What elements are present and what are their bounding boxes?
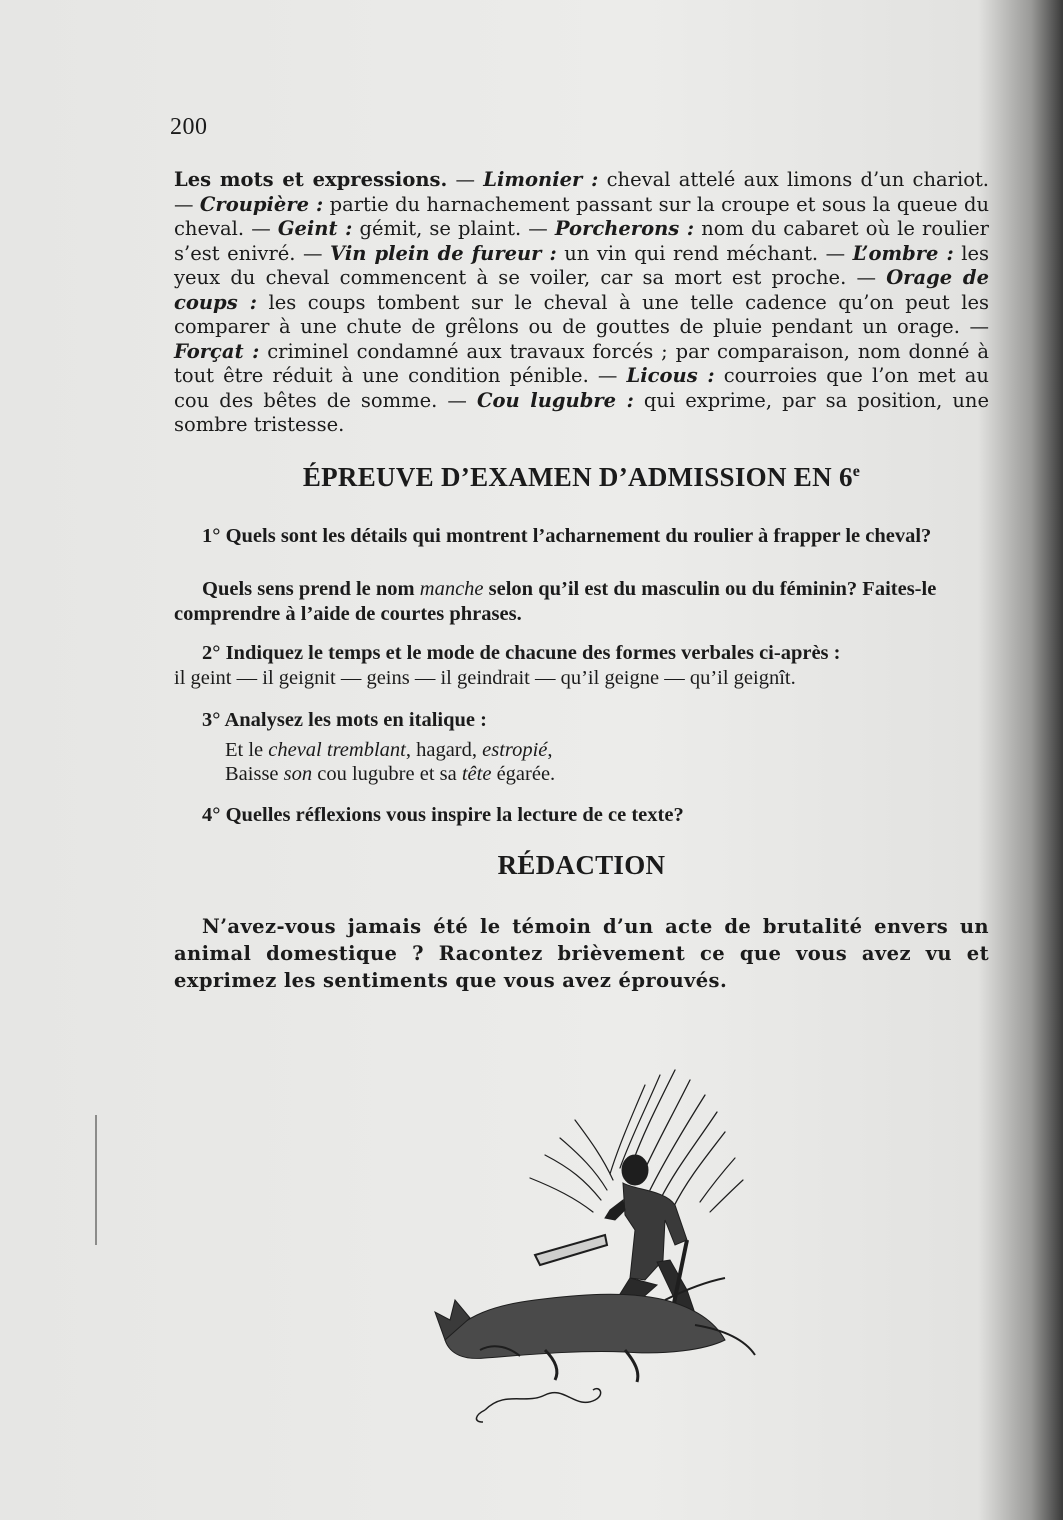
vocab-term: Orage de coups :: [174, 266, 989, 314]
verb-forms: il geint — il geignit — geins — il geindrait — qu’il geigne — qu’il geignît.: [174, 667, 796, 689]
vocab-def: un vin qui rend méchant.: [556, 241, 819, 265]
vocabulary-lead: Les mots et expressions.: [174, 168, 448, 191]
vocab-def: criminel condamné aux travaux forcés ; par comparaison, nom donné à tout être réduit à une condition pénible.: [174, 339, 989, 387]
question-1: 1° Quels sont les détails qui montrent l’acharnement du roulier à frapper le cheval?: [202, 525, 932, 547]
vocab-term: Geint :: [277, 217, 353, 240]
vocab-term: Croupière :: [199, 192, 324, 216]
verse-line-1: Et le cheval tremblant, hagard, estropié,: [225, 739, 553, 761]
man-beating-fallen-horse-illustration: [425, 1050, 785, 1440]
redaction-prompt: N’avez-vous jamais été le témoin d’un acte de brutalité envers un animal domestique ? Racontez brièvement ce que vous avez vu et exprimez les sentiments que vous avez éprouvés.: [174, 915, 989, 992]
vocab-def: gémit, se plaint.: [352, 217, 522, 240]
gutter-mark: [95, 1115, 97, 1245]
vocab-term: L’ombre :: [852, 241, 954, 265]
vocab-def: les coups tombent sur le cheval à une telle cadence qu’on peut les comparer à une chute de grêlons ou de gouttes de pluie pendant un orage.: [174, 290, 989, 338]
question-1-part-2: Quels sens prend le nom manche selon qu’il est du masculin ou du féminin? Faites-le comprendre à l’aide de courtes phrases.: [174, 578, 937, 625]
page-number: 200: [170, 114, 208, 140]
vocab-def: courroies que l’on met au cou des bêtes de somme.: [174, 364, 989, 412]
dash: —: [447, 168, 484, 191]
question-2: 2° Indiquez le temps et le mode de chacune des formes verbales ci-après : il geint — il geignit — geins — il geindrait — qu’il geigne — qu’il geignît.: [174, 642, 841, 689]
vocabulary-paragraph: Les mots et expressions. — Limonier : cheval attelé aux limons d’un chariot. — Croupière : partie du harnachement passant sur la croupe et sous la queue du cheval. — Geint : gémit, se plaint. — Porcherons : nom du cabaret où le roulier s’est enivré. — Vin plein de fureur : un vin qui rend méchant. — L’ombre : les yeux du cheval commencent à se voiler, car sa mort est proche. — Orage de coups : les coups tombent sur le cheval à une telle cadence qu’on peut les comparer à une chute de grêlons ou de gouttes de pluie pendant un orage. — Forçat : criminel condamné aux travaux forcés ; par comparaison, nom donné à tout être réduit à une condition pénible. — Licous : courroies que l’on met au cou des bêtes de somme. — Cou lugubre : qui exprime, par sa position, une sombre tristesse.: [174, 168, 990, 436]
vocab-term: Forçat :: [174, 339, 260, 363]
question-4: 4° Quelles réflexions vous inspire la lecture de ce texte?: [202, 804, 684, 826]
vocab-def: les yeux du cheval commencent à se voiler, car sa mort est proche.: [174, 241, 989, 289]
vocab-term: Porcherons :: [554, 217, 695, 240]
verse-line-2: Baisse son cou lugubre et sa tête égarée.: [225, 763, 556, 785]
exam-heading: ÉPREUVE D’EXAMEN D’ADMISSION EN 6e: [302, 462, 861, 492]
vocab-term: Licous :: [626, 364, 715, 387]
vocab-def: partie du harnachement passant sur la croupe et sous la queue du cheval.: [174, 192, 990, 240]
redaction-heading: RÉDACTION: [497, 850, 666, 880]
vocab-def: qui exprime, par sa position, une sombre tristesse.: [174, 388, 989, 436]
vocab-def: cheval attelé aux limons d’un chariot.: [598, 168, 989, 191]
question-3: 3° Analysez les mots en italique :: [202, 709, 487, 731]
vocab-term: Limonier :: [483, 168, 599, 191]
vocab-def: nom du cabaret où le roulier s’est enivré.: [174, 217, 989, 265]
vocab-term: Cou lugubre :: [476, 388, 634, 412]
vocab-term: Vin plein de fureur :: [330, 241, 557, 265]
